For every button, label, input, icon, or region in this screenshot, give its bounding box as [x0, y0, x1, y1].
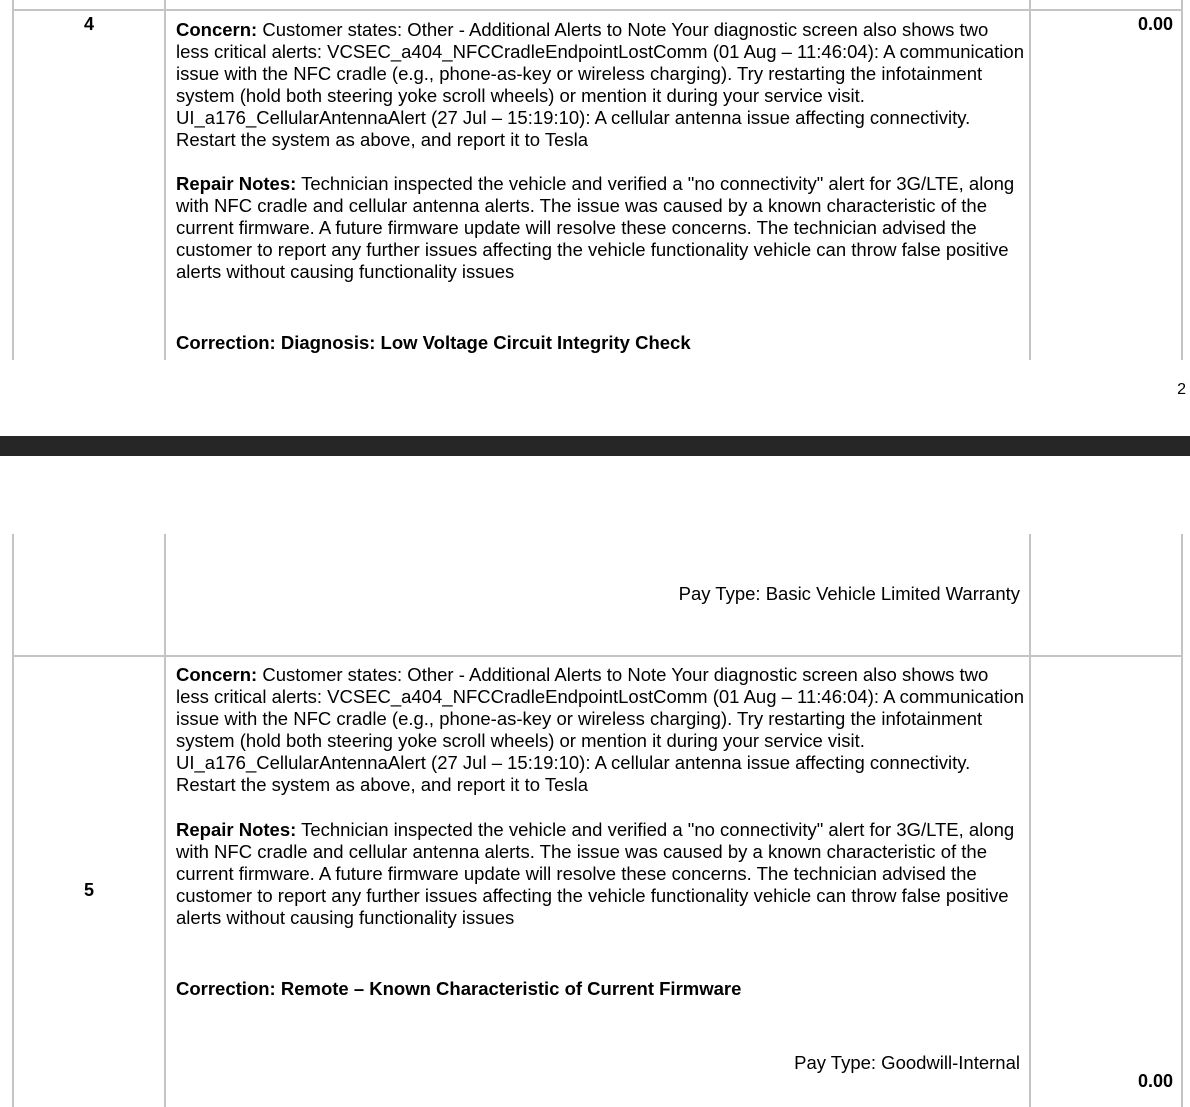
- column-divider: [1181, 534, 1183, 1107]
- page-break-bar: [0, 436, 1190, 456]
- repair-notes-label: Repair Notes:: [176, 819, 297, 840]
- line-number: 5: [83, 880, 94, 900]
- repair-notes-paragraph: [176, 173, 1026, 283]
- column-divider: [164, 534, 166, 1107]
- concern-text: Customer states: Other - Additional Alerts to Note Your diagnostic screen also shows two less critical alerts: VCSEC_a404_NFCCradleEndpointLostComm (01 Aug – 11:46:04): A communication issue with the NFC cradle (e.g., phone-as-key or wireless charging). Try restarting the infotainment system (hold both steering yoke scroll wheels) or mention it during your service visit. UI_a176_CellularAntennaAlert (27 Jul – 15:19:10): A cellular antenna issue affecting connectivity. Restart the system as above, and report it to Tesla: [176, 664, 1024, 795]
- column-divider: [12, 0, 14, 360]
- concern-paragraph: [176, 664, 1026, 796]
- column-divider: [1029, 534, 1031, 1107]
- column-divider: [12, 534, 14, 1107]
- repair-notes-paragraph: [176, 819, 1026, 929]
- column-divider: [164, 0, 166, 360]
- line-amount: 0.00: [1137, 1071, 1173, 1091]
- concern-label: Concern:: [176, 664, 258, 685]
- repair-notes-text: Technician inspected the vehicle and verified a "no connectivity" alert for 3G/LTE, along with NFC cradle and cellular antenna alerts. The issue was caused by a known characteristic of the current firmware. A future firmware update will resolve these concerns. The technician advised the customer to report any further issues affecting the vehicle functionality vehicle can throw false positive alerts without causing functionality issues: [176, 173, 1015, 282]
- page-number: 2: [1177, 381, 1186, 398]
- line-amount: 0.00: [1137, 14, 1173, 34]
- column-divider: [1181, 0, 1183, 360]
- pay-type: Pay Type: Basic Vehicle Limited Warranty: [678, 583, 1020, 604]
- line-number: 4: [83, 14, 94, 34]
- row-divider: [12, 9, 1183, 11]
- pay-type: Pay Type: Goodwill-Internal: [794, 1052, 1020, 1073]
- row-divider: [12, 655, 1183, 657]
- repair-notes-text: Technician inspected the vehicle and verified a "no connectivity" alert for 3G/LTE, along with NFC cradle and cellular antenna alerts. The issue was caused by a known characteristic of the current firmware. A future firmware update will resolve these concerns. The technician advised the customer to report any further issues affecting the vehicle functionality vehicle can throw false positive alerts without causing functionality issues: [176, 819, 1015, 928]
- concern-paragraph: [176, 19, 1026, 151]
- repair-notes-label: Repair Notes:: [176, 173, 297, 194]
- column-divider: [1029, 0, 1031, 360]
- concern-text: Customer states: Other - Additional Alerts to Note Your diagnostic screen also shows two less critical alerts: VCSEC_a404_NFCCradleEndpointLostComm (01 Aug – 11:46:04): A communication issue with the NFC cradle (e.g., phone-as-key or wireless charging). Try restarting the infotainment system (hold both steering yoke scroll wheels) or mention it during your service visit. UI_a176_CellularAntennaAlert (27 Jul – 15:19:10): A cellular antenna issue affecting connectivity. Restart the system as above, and report it to Tesla: [176, 19, 1024, 150]
- correction-text: Correction: Diagnosis: Low Voltage Circuit Integrity Check: [176, 332, 691, 353]
- concern-label: Concern:: [176, 19, 258, 40]
- correction-text: Correction: Remote – Known Characteristic of Current Firmware: [176, 978, 742, 999]
